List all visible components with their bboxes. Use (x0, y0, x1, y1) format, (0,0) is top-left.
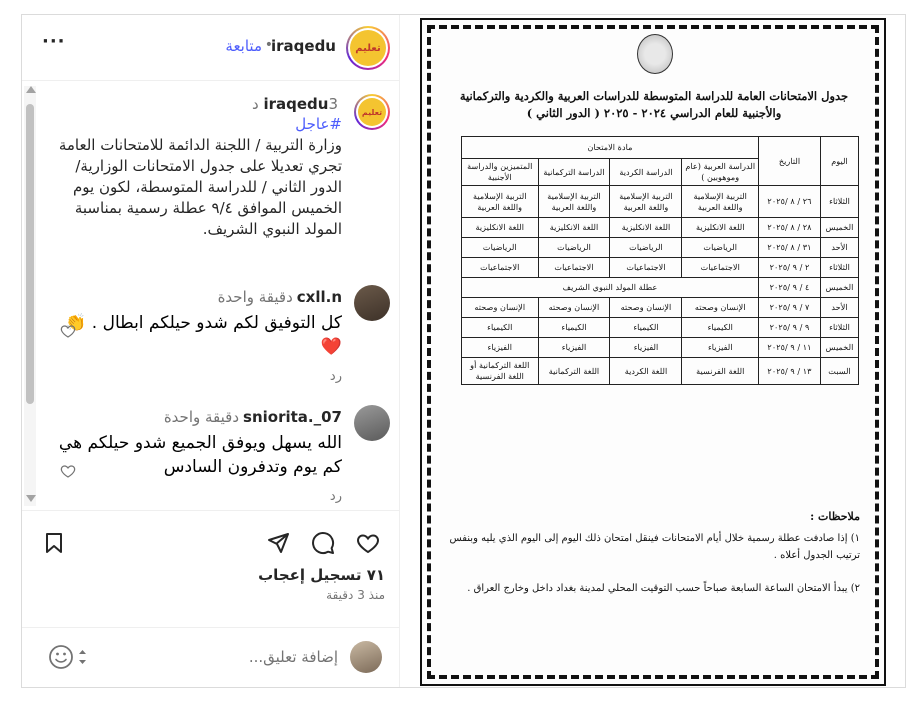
table-cell-date: ٣١ / ٨ /٢٠٢٥ (759, 238, 821, 258)
ministry-emblem-icon (637, 34, 673, 74)
table-cell-subject: الإنسان وصحته (462, 298, 539, 318)
table-cell-day: الأحد (821, 238, 859, 258)
table-row (462, 338, 859, 358)
table-row (462, 186, 859, 218)
table-cell-subject: الفيزياء (462, 338, 539, 358)
table-cell-subject: اللغة الانكليزية (610, 218, 682, 238)
table-cell-subject: اللغة الفرنسية (682, 358, 759, 385)
note-item: ٢) يبدأ الامتحان الساعة السابعة صباحاً حسب التوقيت المحلي لمدينة بغداد داخل وخارج العراق . (467, 583, 860, 594)
current-user-avatar (350, 641, 382, 673)
like-heart-icon[interactable] (354, 529, 382, 557)
table-cell-day: الأحد (821, 298, 859, 318)
table-cell-day: السبت (821, 358, 859, 385)
table-cell-day: الثلاثاء (821, 186, 859, 218)
table-cell-subject: الكيمياء (538, 318, 610, 338)
note-item: ١) إذا صادفت عطلة رسمية خلال أيام الامتحانات فينقل امتحان ذلك اليوم إلى اليوم الذي يليه وبنفس ترتيب الجدول أعلاه . (449, 533, 860, 561)
add-comment-bar (22, 627, 400, 687)
table-cell-day: الخميس (821, 278, 859, 298)
save-bookmark-icon[interactable] (40, 529, 68, 557)
table-cell-subject: الرياضيات (538, 238, 610, 258)
table-header-subject: مادة الامتحان (462, 137, 759, 159)
table-cell-date: ١١ / ٩ /٢٠٢٥ (759, 338, 821, 358)
table-cell-subject: التربية الإسلامية واللغة العربية (610, 186, 682, 218)
caption-time[interactable]: 3 د (252, 95, 338, 113)
post-actions (22, 523, 400, 563)
table-cell-subject: الفيزياء (610, 338, 682, 358)
table-cell-subject: الرياضيات (682, 238, 759, 258)
scrollbar-thumb[interactable] (26, 104, 34, 404)
scroll-up-arrow-icon[interactable] (26, 86, 36, 93)
post-time-ago[interactable]: منذ 3 دقيقة (326, 588, 385, 602)
post-header (22, 15, 400, 81)
comment-icon[interactable] (309, 529, 337, 557)
section-divider (22, 510, 400, 511)
table-header-date: التاريخ (759, 137, 821, 186)
table-cell-subject: اللغة التركمانية (538, 358, 610, 385)
table-row (462, 238, 859, 258)
add-comment-input[interactable]: إضافة تعليق... (248, 648, 338, 666)
instagram-post-modal (21, 14, 906, 688)
table-cell-date: ٢٦ / ٨ /٢٠٢٥ (759, 186, 821, 218)
table-cell-holiday: عطلة المولد النبوي الشريف (462, 278, 759, 298)
caption-brand-logo: تعليم (358, 98, 386, 126)
table-cell-subject: الاجتماعيات (610, 258, 682, 278)
exam-schedule-document (420, 18, 886, 686)
caption-text: وزارة التربية / اللجنة الدائمة للامتحانات العامة تجري تعديلا على جدول الامتحانات الوزارية/ الدور الثاني / للدراسة المتوسطة، لكون يوم الخميس الموافق ٩/٤ عطلة رسمية بمناسبة المولد النبوي الشريف. (58, 136, 342, 238)
post-image[interactable] (401, 15, 905, 687)
table-cell-subject: الاجتماعيات (538, 258, 610, 278)
comment-text: الله يسهل ويوفق الجميع شدو حيلكم هي كم يوم وتدفرون السادس (58, 433, 342, 477)
table-cell-subject: الإنسان وصحته (610, 298, 682, 318)
more-options-icon[interactable]: ··· (42, 31, 66, 52)
reply-button[interactable]: رد (329, 369, 342, 384)
header-separator: • (264, 37, 273, 53)
table-row (462, 318, 859, 338)
comments-scroll-area[interactable] (22, 82, 400, 510)
table-row (462, 298, 859, 318)
table-cell-subject: الاجتماعيات (682, 258, 759, 278)
table-row (462, 278, 859, 298)
table-cell-day: الخميس (821, 338, 859, 358)
table-cell-date: ٢٨ / ٨ /٢٠٢٥ (759, 218, 821, 238)
header-username[interactable]: iraqedu (271, 37, 336, 55)
table-cell-subject: اللغة الانكليزية (462, 218, 539, 238)
comment-time[interactable]: دقيقة واحدة (163, 408, 240, 426)
table-row (462, 258, 859, 278)
table-cell-day: الخميس (821, 218, 859, 238)
table-cell-date: ١٣ / ٩ /٢٠٢٥ (759, 358, 821, 385)
commenter-avatar[interactable] (354, 285, 390, 321)
comment-username[interactable]: cxll.n (296, 288, 342, 306)
scroll-down-arrow-icon[interactable] (26, 495, 36, 502)
table-header-day: اليوم (821, 137, 859, 186)
reply-button[interactable]: رد (329, 489, 342, 504)
table-cell-subject: الرياضيات (462, 238, 539, 258)
table-cell-date: ٤ / ٩ /٢٠٢٥ (759, 278, 821, 298)
table-cell-subject: الفيزياء (682, 338, 759, 358)
table-cell-subject: اللغة الانكليزية (682, 218, 759, 238)
table-subheader: الدراسة التركمانية (538, 159, 610, 186)
table-row (462, 218, 859, 238)
commenter-avatar[interactable] (354, 405, 390, 441)
hashtag-link[interactable]: #عاجل (295, 115, 342, 133)
notes-title: ملاحظات : (810, 510, 860, 523)
table-cell-date: ٧ / ٩ /٢٠٢٥ (759, 298, 821, 318)
likes-count[interactable]: ٧١ تسجيل إعجاب (258, 566, 385, 584)
account-avatar[interactable] (346, 26, 390, 70)
table-cell-date: ٢ / ٩ /٢٠٢٥ (759, 258, 821, 278)
table-cell-subject: الكيمياء (682, 318, 759, 338)
table-cell-subject: الاجتماعيات (462, 258, 539, 278)
document-title: جدول الامتحانات العامة للدراسة المتوسطة للدراسات العربية والكردية والتركمانية والأجنبية للعام الدراسي ٢٠٢٤ - ٢٠٢٥ ( الدور الثاني ) (459, 89, 849, 120)
emoji-picker-icon[interactable] (48, 642, 92, 672)
table-cell-subject: اللغة التركمانية أو اللغة الفرنسية (462, 358, 539, 385)
table-cell-subject: التربية الإسلامية واللغة العربية (538, 186, 610, 218)
follow-button[interactable]: متابعة (225, 37, 262, 55)
table-cell-date: ٩ / ٩ /٢٠٢٥ (759, 318, 821, 338)
like-comment-heart-icon[interactable] (60, 323, 76, 339)
table-cell-subject: الرياضيات (610, 238, 682, 258)
table-subheader: المتميزين والدراسة الأجنبية (462, 159, 539, 186)
share-icon[interactable] (264, 529, 292, 557)
table-cell-subject: الإنسان وصحته (538, 298, 610, 318)
table-cell-day: الثلاثاء (821, 318, 859, 338)
caption-username[interactable]: iraqedu (263, 95, 329, 113)
post-details-panel (22, 15, 400, 687)
table-cell-subject: اللغة الكردية (610, 358, 682, 385)
table-cell-subject: الكيمياء (462, 318, 539, 338)
table-cell-day: الثلاثاء (821, 258, 859, 278)
table-cell-subject: التربية الإسلامية واللغة العربية (462, 186, 539, 218)
table-cell-subject: الإنسان وصحته (682, 298, 759, 318)
brand-logo: تعليم (350, 30, 386, 66)
comment-time[interactable]: دقيقة واحدة (217, 288, 293, 306)
table-cell-subject: التربية الإسلامية واللغة العربية (682, 186, 759, 218)
like-comment-heart-icon[interactable] (60, 463, 76, 479)
caption-avatar[interactable] (354, 94, 390, 130)
table-cell-subject: الكيمياء (610, 318, 682, 338)
comment-username[interactable]: 07_.sniorita (243, 408, 342, 426)
comment-text: كل التوفيق لكم شدو حيلكم ابطال . 👏❤️ (65, 313, 342, 357)
exam-schedule-table (461, 136, 859, 385)
table-subheader: الدراسة الكردية (610, 159, 682, 186)
table-row (462, 358, 859, 385)
table-subheader: الدراسة العربية (عام وموهوبين ) (682, 159, 759, 186)
table-cell-subject: الفيزياء (538, 338, 610, 358)
table-cell-subject: اللغة الانكليزية (538, 218, 610, 238)
